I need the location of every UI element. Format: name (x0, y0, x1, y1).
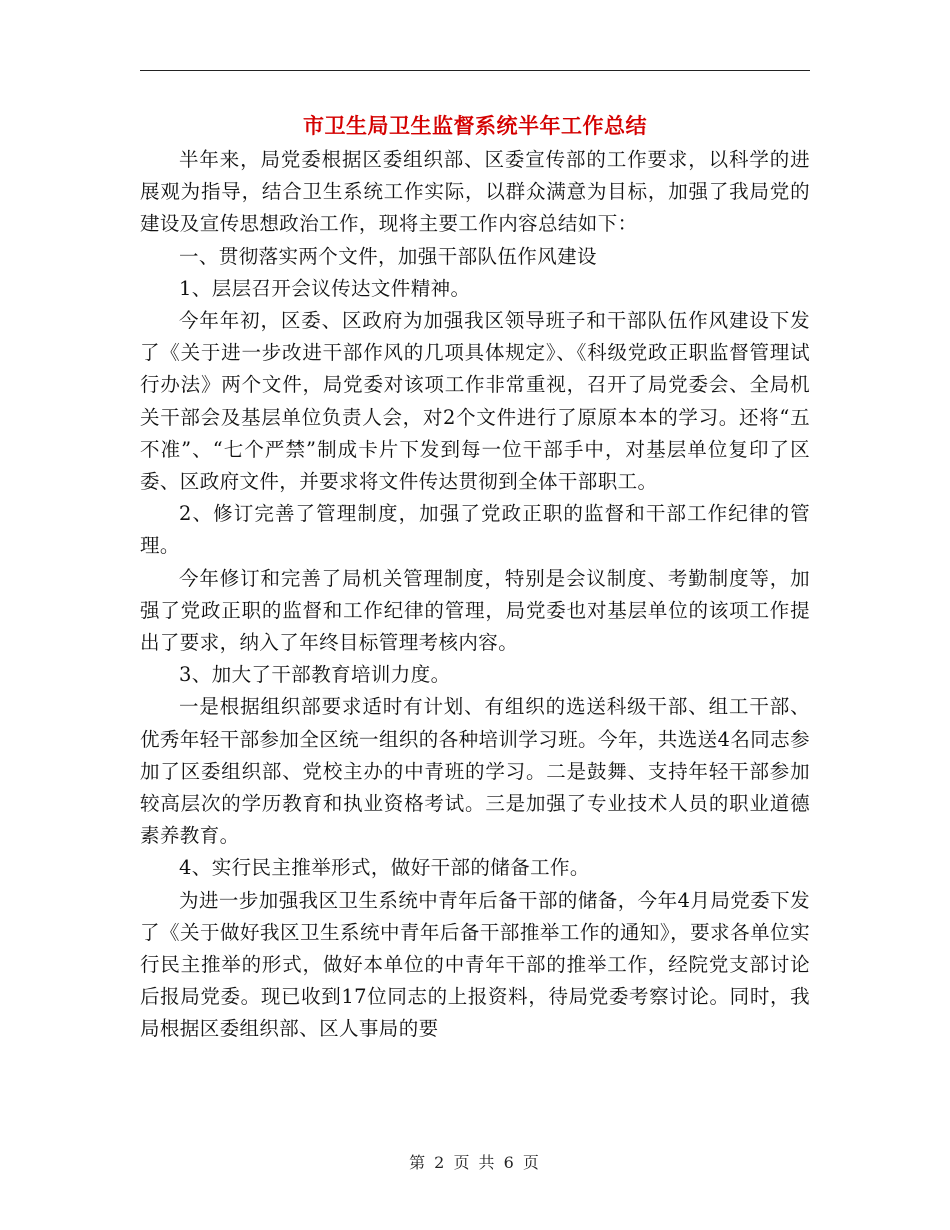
section-heading-1: 一、贯彻落实两个文件，加强干部队伍作风建设 (179, 244, 597, 268)
paragraph-1: 今年年初，区委、区政府为加强我区领导班子和干部队伍作风建设下发了《关于进一步改进干部作风的几项具体规定》、《科级党政正职监督管理试行办法》两个文件，局党委对该项工作非常重视，召开了局党委会、全局机关干部会及基层单位负责人会，对2个文件进行了原原本本的学习。还将“五不准”、“七个严禁”制成卡片下发到每一位干部手中，对基层单位复印了区委、区政府文件，并要求将文件传达贯彻到全体干部职工。 (140, 309, 810, 494)
header-rule (140, 70, 810, 71)
paragraph-3: 一是根据组织部要求适时有计划、有组织的选送科级干部、组工干部、优秀年轻干部参加全区统一组织的各种培训学习班。今年，共选送4名同志参加了区委组织部、党校主办的中青班的学习。二是鼓舞、支持年轻干部参加较高层次的学历教育和执业资格考试。三是加强了专业技术人员的职业道德素养教育。 (140, 695, 810, 848)
paragraph-2: 今年修订和完善了局机关管理制度，特别是会议制度、考勤制度等，加强了党政正职的监督和工作纪律的管理，局党委也对基层单位的该项工作提出了要求，纳入了年终目标管理考核内容。 (140, 566, 810, 655)
paragraph-4: 为进一步加强我区卫生系统中青年后备干部的储备，今年4月局党委下发了《关于做好我区卫生系统中青年后备干部推举工作的通知》，要求各单位实行民主推举的形式，做好本单位的中青年干部的推举工作，经院党支部讨论后报局党委。现已收到17位同志的上报资料，待局党委考察讨论。同时，我局根据区委组织部、区人事局的要 (140, 888, 810, 1041)
subheading-2: 2、修订完善了管理制度，加强了党政正职的监督和干部工作纪律的管理。 (140, 502, 810, 558)
subheading-4: 4、实行民主推举形式，做好干部的储备工作。 (179, 856, 590, 880)
document-body (140, 144, 810, 1046)
paragraph-intro: 半年来，局党委根据区委组织部、区委宣传部的工作要求，以科学的进展观为指导，结合卫生系统工作实际，以群众满意为目标，加强了我局党的建设及宣传思想政治工作，现将主要工作内容总结如下： (140, 148, 810, 236)
subheading-3: 3、加大了干部教育培训力度。 (179, 663, 451, 687)
document-title: 市卫生局卫生监督系统半年工作总结 (303, 113, 647, 138)
subheading-1: 1、层层召开会议传达文件精神。 (179, 276, 471, 300)
page-number: 第 2 页 共 6 页 (409, 1153, 541, 1172)
